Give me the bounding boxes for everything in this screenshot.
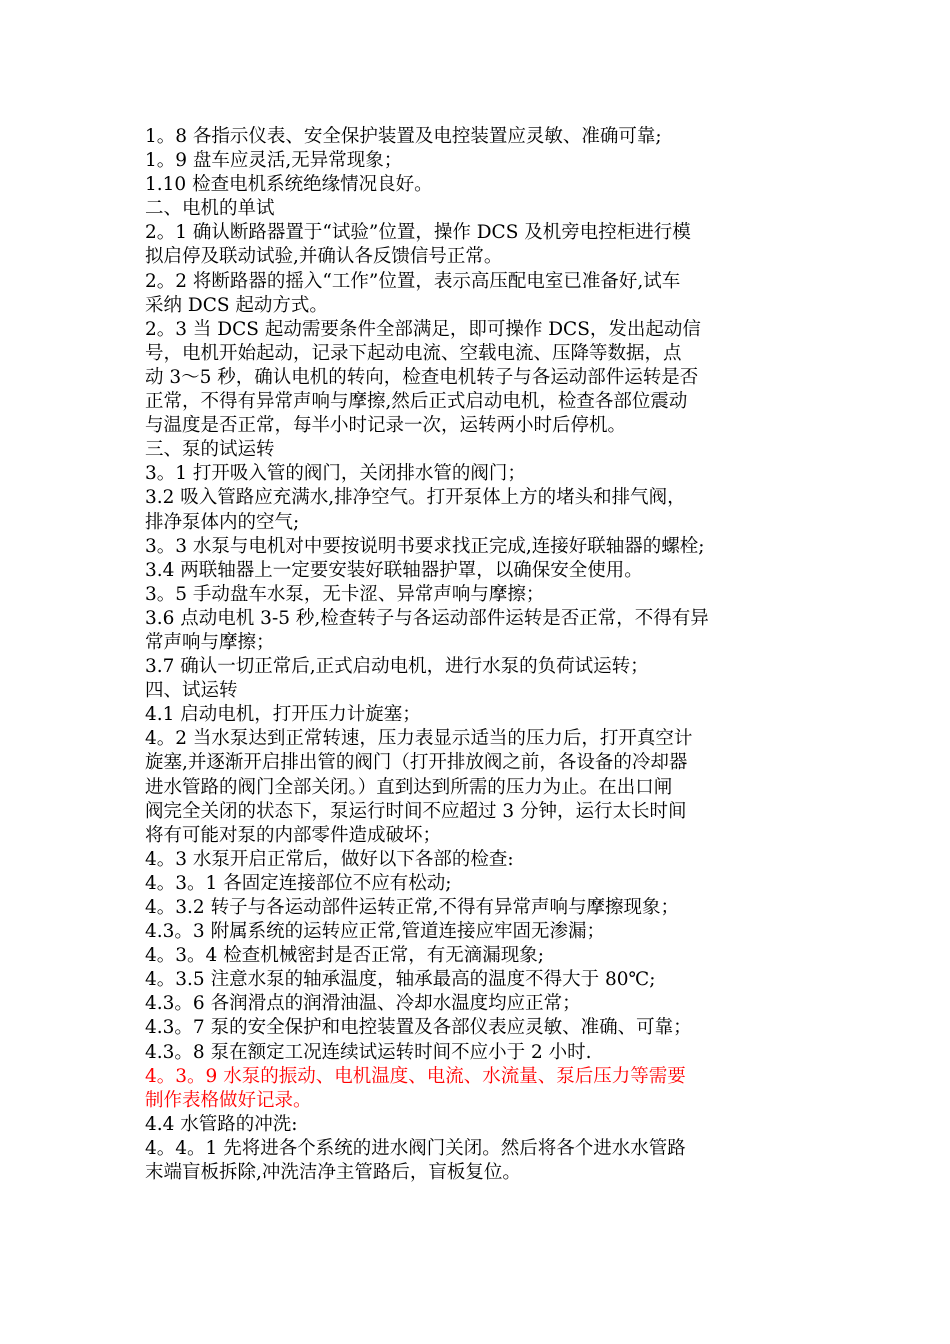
text-line: 2。3 当 DCS 起动需要条件全部满足，即可操作 DCS，发出起动信 <box>145 318 701 340</box>
text-line: 1。8 各指示仪表、安全保护装置及电控装置应灵敏、准确可靠; <box>145 126 662 147</box>
text-line: 4。3.5 注意水泵的轴承温度，轴承最高的温度不得大于 80℃; <box>145 969 656 991</box>
text-line: 4.1 启动电机，打开压力计旋塞； <box>145 704 421 726</box>
section-heading: 二、电机的单试 <box>145 198 275 220</box>
text-line: 将有可能对泵的内部零件造成破坏； <box>145 824 442 846</box>
highlighted-text-line: 4。3。9 水泵的振动、电机温度、电流、水流量、泵后压力等需要 <box>145 1065 686 1087</box>
text-line: 排净泵体内的空气; <box>145 511 300 533</box>
section-heading: 三、泵的试运转 <box>145 439 275 461</box>
text-line: 拟启停及联动试验,并确认各反馈信号正常。 <box>145 246 503 268</box>
text-line: 4.3。7 泵的安全保护和电控装置及各部仪表应灵敏、准确、可靠； <box>145 1017 692 1039</box>
text-line: 常声响与摩擦； <box>145 631 275 653</box>
highlighted-text-line: 制作表格做好记录。 <box>145 1089 312 1111</box>
text-line: 1。9 盘车应灵活,无异常现象； <box>145 150 403 172</box>
text-line: 3.2 吸入管路应充满水,排净空气。打开泵体上方的堵头和排气阀， <box>145 487 686 509</box>
text-line: 4。3。4 检查机械密封是否正常，有无滴漏现象; <box>145 945 544 967</box>
text-line: 末端盲板拆除,冲洗洁净主管路后，盲板复位。 <box>145 1162 521 1184</box>
text-line: 采纳 DCS 起动方式。 <box>145 294 328 316</box>
text-line: 4。3。1 各固定连接部位不应有松动; <box>145 872 452 894</box>
text-line: 4.3。6 各润滑点的润滑油温、冷却水温度均应正常； <box>145 993 581 1015</box>
text-line: 3。5 手动盘车水泵，无卡涩、异常声响与摩擦； <box>145 583 545 605</box>
text-line: 3。1 打开吸入管的阀门，关闭排水管的阀门； <box>145 463 526 485</box>
text-line: 4。3.2 转子与各运动部件运转正常,不得有异常声响与摩擦现象； <box>145 897 679 918</box>
text-line: 旋塞,并逐渐开启排出管的阀门（打开排放阀之前，各设备的冷却器 <box>145 752 688 774</box>
text-line: 阀完全关闭的状态下，泵运行时间不应超过 3 分钟，运行太长时间 <box>145 800 687 822</box>
text-line: 3.4 两联轴器上一定要安装好联轴器护罩，以确保安全使用。 <box>145 559 643 581</box>
document-body <box>145 125 810 1185</box>
text-line: 正常，不得有异常声响与摩擦,然后正式启动电机，检查各部位震动 <box>145 391 688 413</box>
text-line: 2。1 确认断路器置于“试验”位置，操作 DCS 及机旁电控柜进行模 <box>145 222 691 244</box>
text-line: 3.6 点动电机 3-5 秒,检查转子与各运动部件运转是否正常，不得有异 <box>145 607 709 629</box>
text-line: 4。2 当水泵达到正常转速，压力表显示适当的压力后，打开真空计 <box>145 728 693 750</box>
text-line: 号，电机开始起动，记录下起动电流、空载电流、压降等数据，点 <box>145 342 682 364</box>
text-line: 1.10 检查电机系统绝缘情况良好。 <box>145 174 433 196</box>
text-line: 2。2 将断路器的摇入“工作”位置，表示高压配电室已准备好,试车 <box>145 270 681 292</box>
text-line: 进水管路的阀门全部关闭。）直到达到所需的压力为止。在出口闸 <box>145 776 673 798</box>
text-line: 4。3 水泵开启正常后，做好以下各部的检查: <box>145 848 514 870</box>
section-heading: 四、试运转 <box>145 680 238 702</box>
text-line: 4.4 水管路的冲洗: <box>145 1113 298 1135</box>
text-line: 动 3～5 秒，确认电机的转向，检查电机转子与各运动部件运转是否 <box>145 366 699 388</box>
text-line: 与温度是否正常，每半小时记录一次，运转两小时后停机。 <box>145 415 627 437</box>
text-line: 3.7 确认一切正常后,正式启动电机，进行水泵的负荷试运转； <box>145 656 649 678</box>
text-line: 4.3。8 泵在额定工况连续试运转时间不应小于 2 小时. <box>145 1041 592 1063</box>
text-line: 4.3。3 附属系统的运转应正常,管道连接应牢固无渗漏； <box>145 921 605 943</box>
text-line: 4。4。1 先将进各个系统的进水阀门关闭。然后将各个进水水管路 <box>145 1137 686 1159</box>
text-line: 3。3 水泵与电机对中要按说明书要求找正完成,连接好联轴器的螺栓; <box>145 535 705 557</box>
